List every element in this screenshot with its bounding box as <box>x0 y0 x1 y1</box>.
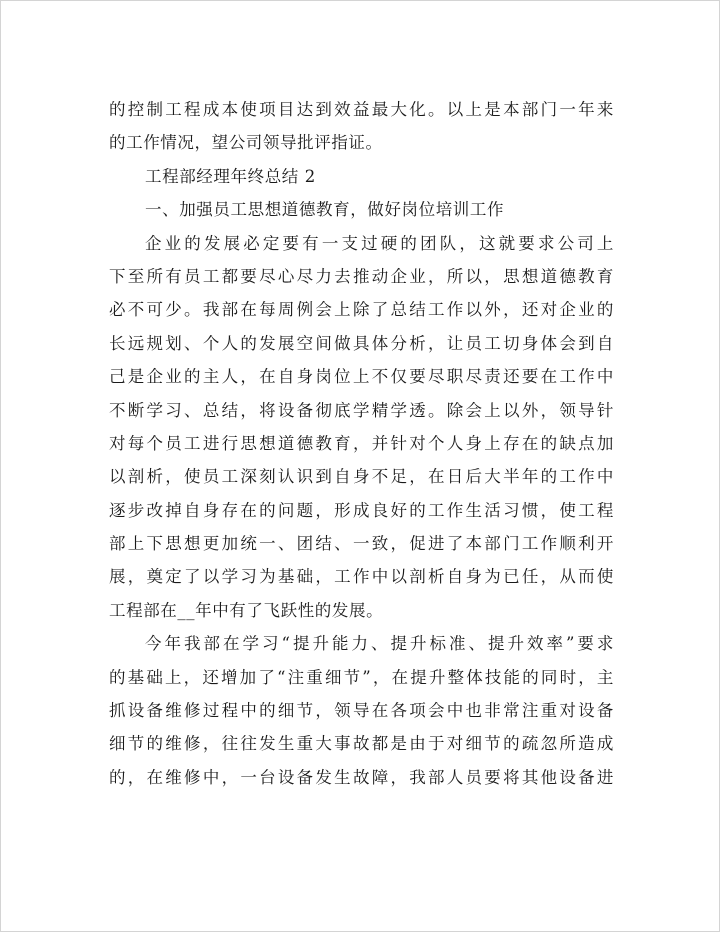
text-line: 的基础上，还增加了“注重细节”，在提升整体技能的同时，主 <box>109 667 614 687</box>
text-line: 己是企业的主人，在自身岗位上不仅要尽职尽责还要在工作中 <box>109 367 614 387</box>
text-line: 逐步改掉自身存在的问题，形成良好的工作生活习惯，使工程 <box>109 500 614 520</box>
section-title: 工程部经理年终总结 2 <box>145 166 316 186</box>
text-line: 部上下思想更加统一、团结、一致，促进了本部门工作顺利开 <box>109 534 614 554</box>
text-line: 的，在维修中，一台设备发生故障，我部人员要将其他设备进 <box>109 767 614 787</box>
text-line: 长远规划、个人的发展空间做具体分析，让员工切身体会到自 <box>109 333 614 353</box>
text-line: 以剖析，使员工深刻认识到自身不足，在日后大半年的工作中 <box>109 467 614 487</box>
text-line: 不断学习、总结，将设备彻底学精学透。除会上以外，领导针 <box>109 400 614 420</box>
document-body <box>109 93 614 794</box>
text-line: 必不可少。我部在每周例会上除了总结工作以外，还对企业的 <box>109 300 614 320</box>
text-line: 细节的维修，往往发生重大事故都是由于对细节的疏忽所造成 <box>109 734 614 754</box>
text-line: 企业的发展必定要有一支过硬的团队，这就要求公司上 <box>145 233 614 253</box>
text-line: 今年我部在学习“提升能力、提升标准、提升效率”要求 <box>145 634 614 654</box>
text-line: 展，奠定了以学习为基础，工作中以剖析自身为已任，从而使 <box>109 567 614 587</box>
subsection-heading: 一、加强员工思想道德教育，做好岗位培训工作 <box>145 200 505 220</box>
text-line: 的工作情况，望公司领导批评指证。 <box>109 133 383 153</box>
text-line: 对每个员工进行思想道德教育，并针对个人身上存在的缺点加 <box>109 433 614 453</box>
text-line: 抓设备维修过程中的细节，领导在各项会中也非常注重对设备 <box>109 701 614 721</box>
text-line: 工程部在__年中有了飞跃性的发展。 <box>109 600 384 620</box>
text-line: 的控制工程成本使项目达到效益最大化。以上是本部门一年来 <box>109 100 614 119</box>
text-line: 下至所有员工都要尽心尽力去推动企业，所以，思想道德教育 <box>109 266 614 286</box>
